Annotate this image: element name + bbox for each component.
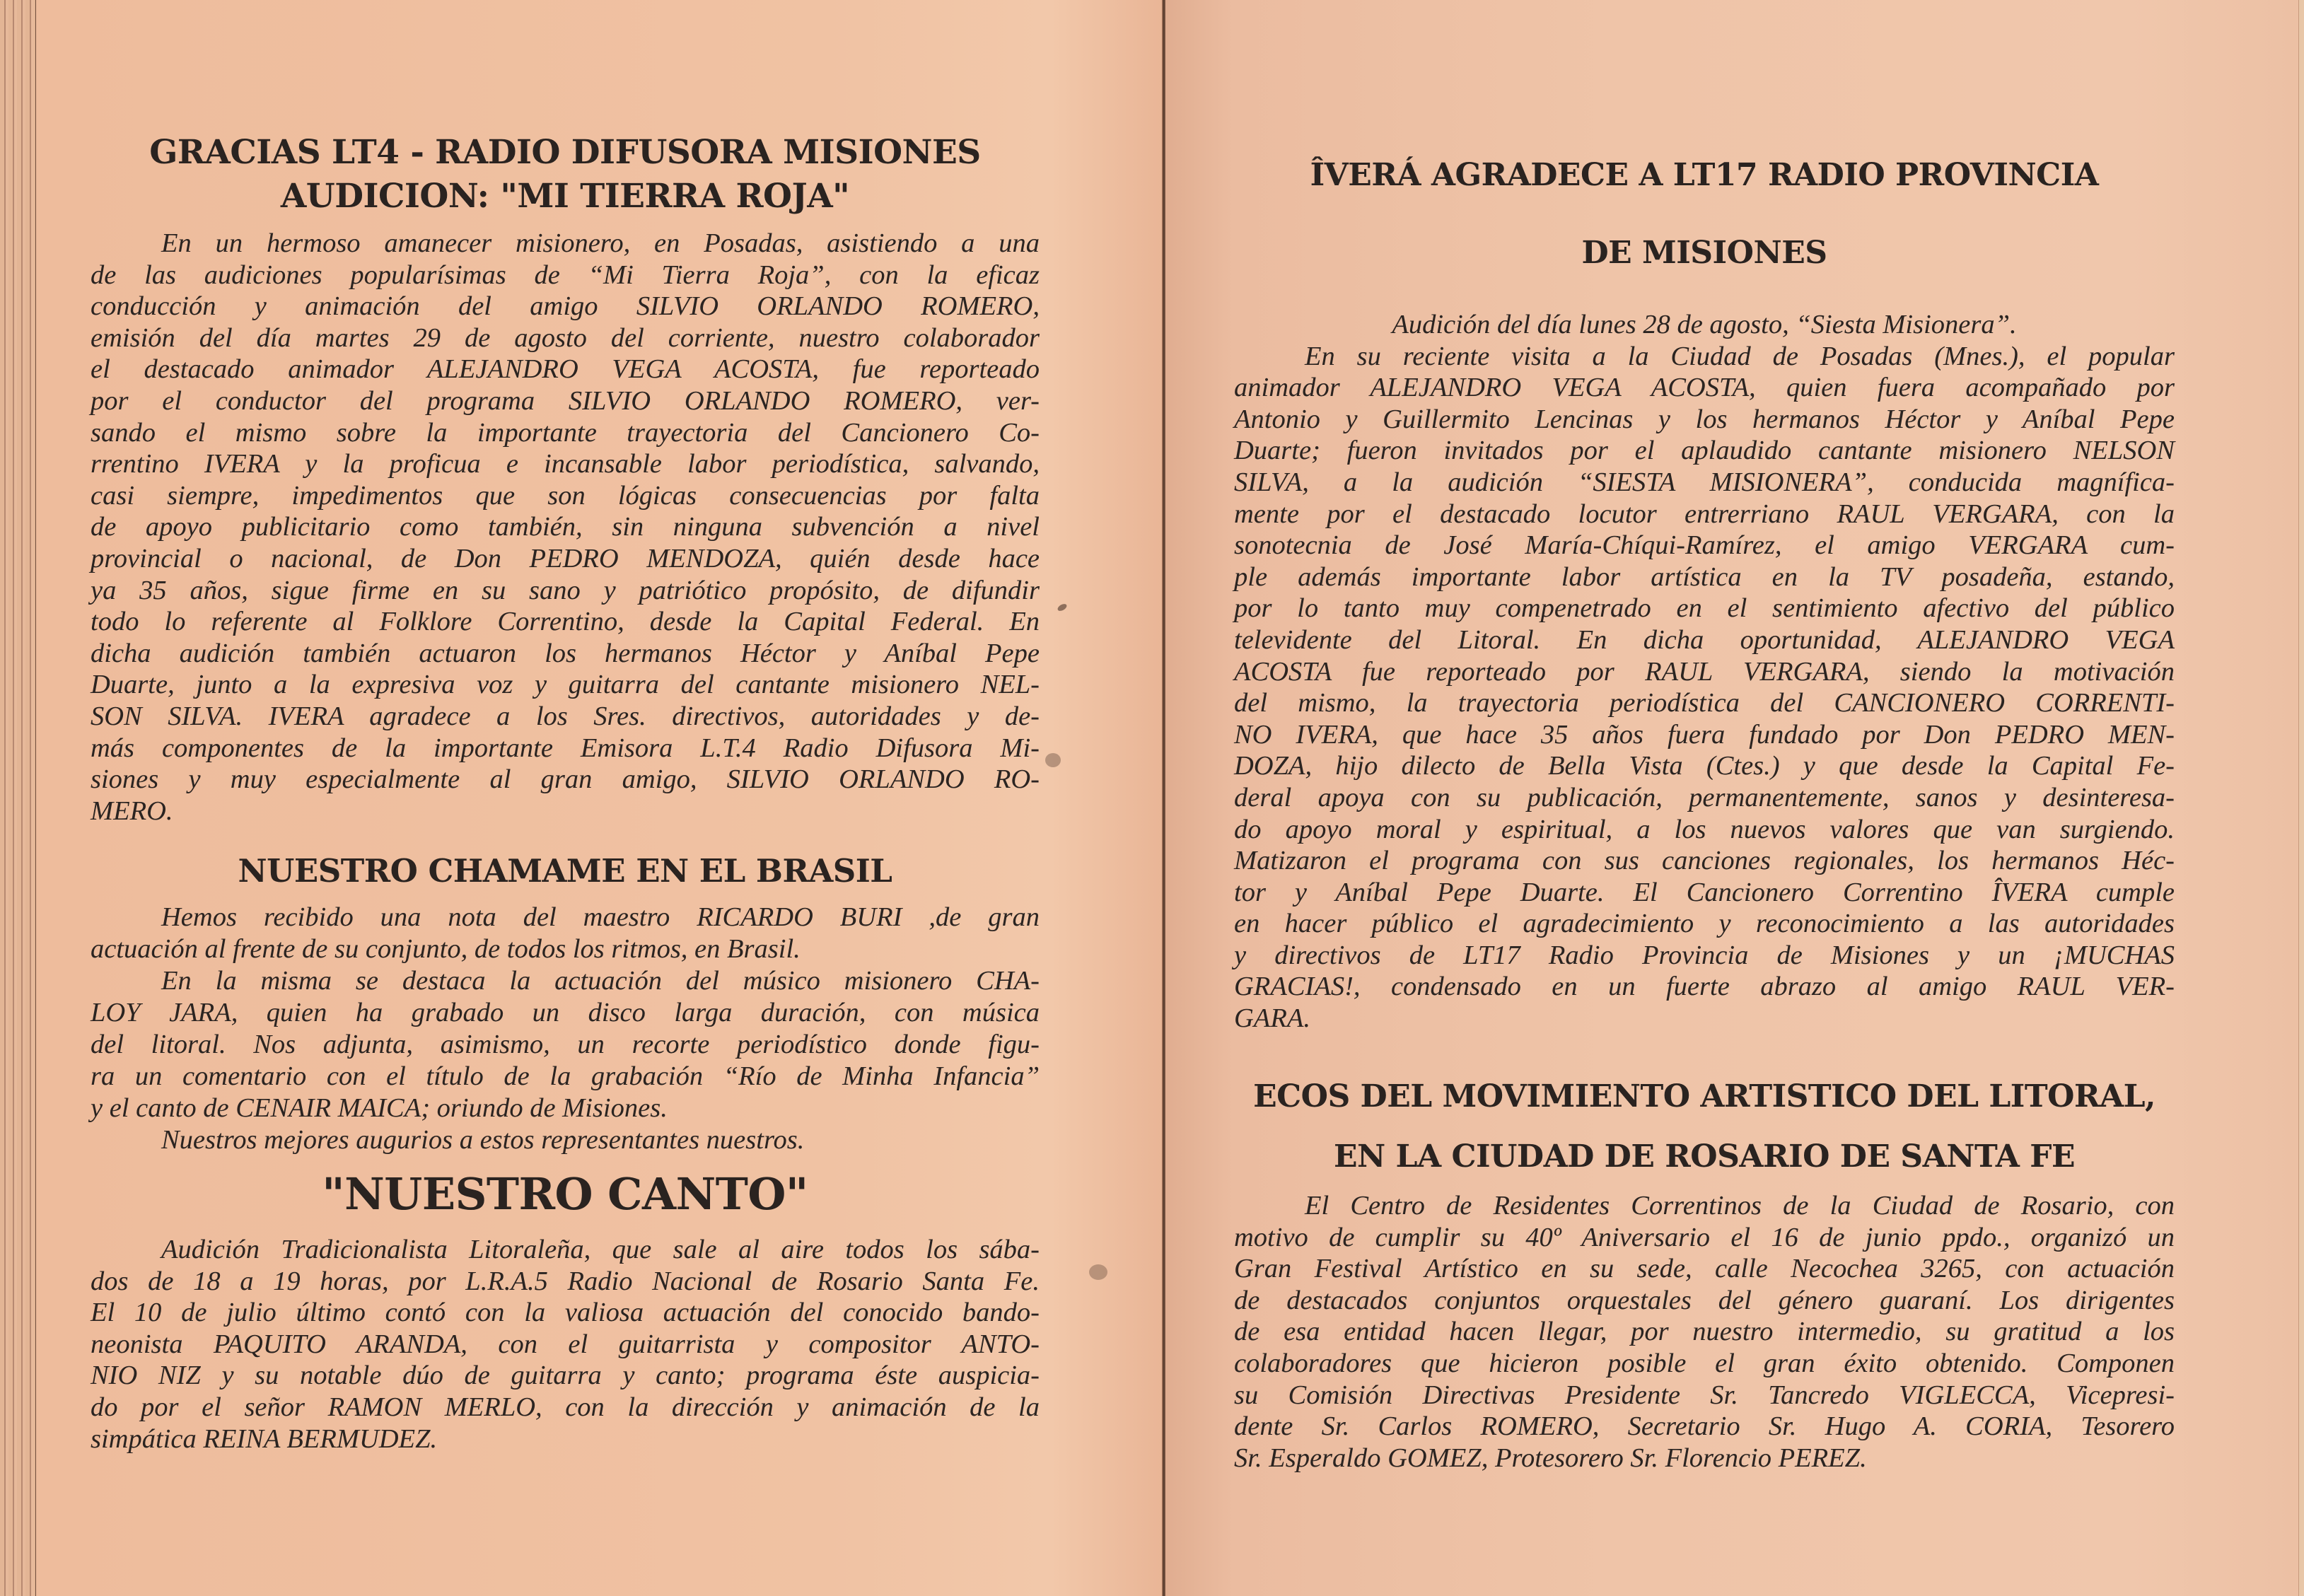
text-line: En la misma se destaca la actuación del músico misionero CHA-: [161, 966, 1040, 996]
text-line: colaboradores que hicieron posible el gran éxito obtenido. Componen: [1234, 1348, 2175, 1378]
text-line: Audición del día lunes 28 de agosto, “Siesta Misionera”.: [1392, 310, 2017, 339]
text-line: en hacer público el agradecimiento y reconocimiento a las autoridades: [1234, 909, 2175, 939]
text-line: de destacados conjuntos orquestales del género guaraní. Los dirigentes: [1234, 1285, 2175, 1315]
text-line: conducción y animación del amigo SILVIO ORLANDO ROMERO,: [91, 291, 1040, 322]
text-line: mente por el destacado locutor entrerriano RAUL VERGARA, con la: [1234, 499, 2175, 529]
text-line: Gran Festival Artístico en su sede, calle Necochea 3265, con actuación: [1234, 1254, 2175, 1284]
text-line: Nuestros mejores augurios a estos representantes nuestros.: [161, 1125, 805, 1155]
text-line: dente Sr. Carlos ROMERO, Secretario Sr. Hugo A. CORIA, Tesorero: [1234, 1411, 2175, 1442]
text-line: actuación al frente de su conjunto, de todos los ritmos, en Brasil.: [91, 934, 801, 964]
text-line: el destacado animador ALEJANDRO VEGA ACOSTA, fue reporteado: [91, 354, 1040, 385]
text-line: do apoyo moral y espiritual, a los nuevos valores que van surgiendo.: [1234, 814, 2175, 844]
text-line: En su reciente visita a la Ciudad de Posadas (Mnes.), el popular: [1305, 341, 2175, 371]
article-headline: GRACIAS LT4 - RADIO DIFUSORA MISIONES: [149, 133, 981, 172]
text-line: y el canto de CENAIR MAICA; oriundo de Misiones.: [91, 1093, 668, 1123]
text-line: GRACIAS!, condensado en un fuerte abrazo al amigo RAUL VER-: [1234, 972, 2175, 1002]
text-line: SILVA, a la audición “SIESTA MISIONERA”, conducida magnífica-: [1234, 467, 2175, 497]
text-line: MERO.: [91, 796, 173, 826]
text-line: del litoral. Nos adjunta, asimismo, un recorte periodístico donde figu-: [91, 1030, 1040, 1059]
text-line: NIO NIZ y su notable dúo de guitarra y canto; programa éste auspicia-: [91, 1361, 1040, 1391]
page-stack-edge: [0, 0, 36, 1596]
text-line: Antonio y Guillermito Lencinas y los hermanos Héctor y Aníbal Pepe: [1234, 404, 2175, 434]
text-line: El Centro de Residentes Correntinos de la Ciudad de Rosario, con: [1305, 1191, 2175, 1221]
article-subheadline: EN LA CIUDAD DE ROSARIO DE SANTA FE: [1333, 1138, 2076, 1175]
text-line: do por el señor RAMON MERLO, con la dirección y animación de la: [91, 1392, 1040, 1422]
text-line: de apoyo publicitario como también, sin ninguna subvención a nivel: [91, 512, 1040, 542]
text-line: ra un comentario con el título de la grabación “Río de Minha Infancia”: [91, 1061, 1040, 1091]
text-line: de esa entidad hacen llegar, por nuestro intermedio, su gratitud a los: [1234, 1317, 2175, 1347]
text-line: NO IVERA, que hace 35 años fuera fundado por Don PEDRO MEN-: [1234, 719, 2175, 750]
ink-smudge: [1045, 753, 1061, 767]
text-line: motivo de cumplir su 40º Aniversario el 16 de junio ppdo., organizó un: [1234, 1222, 2175, 1252]
text-line: casi siempre, impedimentos que son lógicas consecuencias por falta: [91, 480, 1040, 511]
article-headline: ÎVERÁ AGRADECE A LT17 RADIO PROVINCIA: [1310, 157, 2099, 193]
text-line: simpática REINA BERMUDEZ.: [91, 1423, 438, 1454]
text-line: ya 35 años, sigue firme en su sano y patriótico propósito, de difundir: [91, 575, 1040, 605]
text-line: Duarte; fueron invitados por el aplaudido cantante misionero NELSON: [1234, 436, 2175, 466]
text-line: por el conductor del programa SILVIO ORLANDO ROMERO, ver-: [91, 385, 1040, 416]
text-line: rrentino IVERA y la proficua e incansable labor periodística, salvando,: [91, 449, 1040, 479]
ink-smudge: [1089, 1264, 1107, 1280]
text-line: DOZA, hijo dilecto de Bella Vista (Ctes.) y que desde la Capital Fe-: [1234, 751, 2175, 781]
text-line: y directivos de LT17 Radio Provincia de Misiones y un ¡MUCHAS: [1234, 940, 2175, 970]
article-headline: "NUESTRO CANTO": [322, 1168, 808, 1220]
text-line: provincial o nacional, de Don PEDRO MENDOZA, quién desde hace: [91, 543, 1040, 573]
text-line: neonista PAQUITO ARANDA, con el guitarrista y compositor ANTO-: [91, 1329, 1040, 1359]
text-line: deral apoya con su publicación, permanentemente, sanos y desinteresa-: [1234, 782, 2175, 812]
article-subheadline: AUDICION: "MI TIERRA ROJA": [280, 177, 850, 216]
text-line: dicha audición también actuaron los hermanos Héctor y Aníbal Pepe: [91, 638, 1040, 668]
article-headline: NUESTRO CHAMAME EN EL BRASIL: [238, 852, 892, 890]
text-line: Sr. Esperaldo GOMEZ, Protesorero Sr. Florencio PEREZ.: [1234, 1443, 1867, 1473]
text-line: Matizaron el programa con sus canciones regionales, los hermanos Héc-: [1234, 846, 2175, 876]
text-line: su Comisión Directivas Presidente Sr. Tancredo VIGLECCA, Vicepresi-: [1234, 1380, 2175, 1410]
article-body: [91, 228, 1040, 827]
text-line: más componentes de la importante Emisora L.T.4 Radio Difusora Mi-: [91, 733, 1040, 763]
text-line: sando el mismo sobre la importante trayectoria del Cancionero Co-: [91, 417, 1040, 448]
text-line: ACOSTA fue reporteado por RAUL VERGARA, siendo la motivación: [1234, 656, 2175, 687]
text-line: ple además importante labor artística en la TV posadeña, estando,: [1234, 561, 2175, 592]
article-body: [91, 1234, 1040, 1455]
text-line: todo lo referente al Folklore Correntino, desde la Capital Federal. En: [91, 607, 1040, 637]
article-body: [91, 902, 1040, 1156]
article-body: [1234, 309, 2175, 1035]
text-line: LOY JARA, quien ha grabado un disco larga duración, con música: [91, 998, 1040, 1027]
article-body: [1234, 1190, 2175, 1474]
text-line: siones y muy especialmente al gran amigo, SILVIO ORLANDO RO-: [91, 764, 1040, 795]
text-line: televidente del Litoral. En dicha oportunidad, ALEJANDRO VEGA: [1234, 624, 2175, 655]
text-line: Audición Tradicionalista Litoraleña, que sale al aire todos los sába-: [161, 1235, 1040, 1264]
article-headline: ECOS DEL MOVIMIENTO ARTISTICO DEL LITORAL,: [1253, 1078, 2155, 1114]
text-line: Duarte, junto a la expresiva voz y guitarra del cantante misionero NEL-: [91, 670, 1040, 700]
text-line: animador ALEJANDRO VEGA ACOSTA, quien fuera acompañado por: [1234, 373, 2175, 403]
text-line: Hemos recibido una nota del maestro RICARDO BURI ,de gran: [161, 902, 1040, 932]
text-line: emisión del día martes 29 de agosto del corriente, nuestro colaborador: [91, 322, 1040, 353]
text-line: sonotecnia de José María-Chíqui-Ramírez, el amigo VERGARA cum-: [1234, 530, 2175, 561]
text-line: En un hermoso amanecer misionero, en Posadas, asistiendo a una: [161, 228, 1040, 258]
article-subheadline: DE MISIONES: [1581, 235, 1827, 271]
text-line: tor y Aníbal Pepe Duarte. El Cancionero Correntino ÎVERA cumple: [1234, 877, 2175, 907]
text-line: de las audiciones popularísimas de “Mi Tierra Roja”, con la eficaz: [91, 260, 1040, 290]
text-line: GARA.: [1234, 1003, 1310, 1034]
text-line: SON SILVA. IVERA agradece a los Sres. directivos, autoridades y de-: [91, 701, 1040, 731]
text-line: por lo tanto muy compenetrado en el sentimiento afectivo del público: [1234, 593, 2175, 624]
text-line: El 10 de julio último contó con la valiosa actuación del conocido bando-: [91, 1298, 1040, 1328]
text-line: dos de 18 a 19 horas, por L.R.A.5 Radio Nacional de Rosario Santa Fe.: [91, 1266, 1040, 1296]
right-page-edge: [2298, 0, 2304, 1596]
text-line: del mismo, la trayectoria periodística del CANCIONERO CORRENTI-: [1234, 688, 2175, 718]
